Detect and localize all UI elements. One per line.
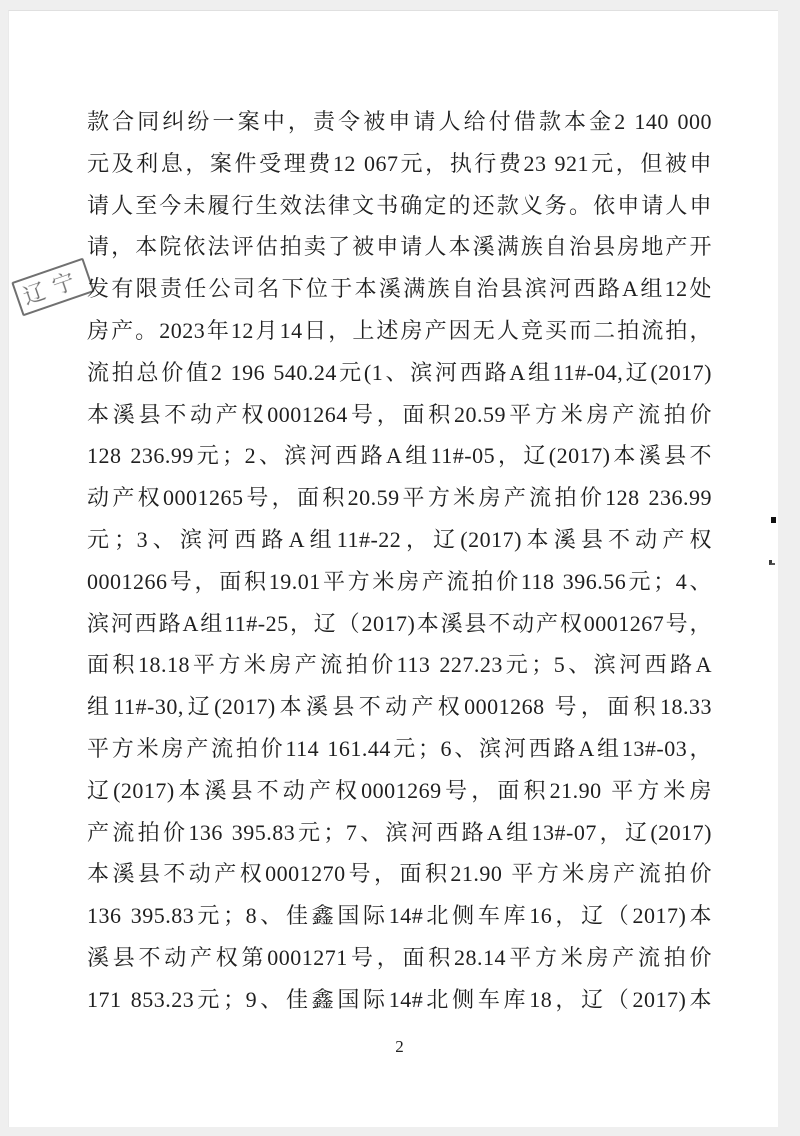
document-text-line: 请，本院依法评估拍卖了被申请人本溪满族自治县房地产开 [87,234,712,260]
document-body-text [87,101,712,1021]
document-text-line: 流拍总价值2 196 540.24元(1、滨河西路A组11#-04,辽(2017) [87,359,712,385]
document-text-line: 元及利息，案件受理费12 067元，执行费23 921元，但被申 [87,150,712,176]
scan-artifact-dot [771,517,776,523]
document-text-line: 发有限责任公司名下位于本溪满族自治县滨河西路A组12处 [87,276,712,302]
document-sheet [8,10,778,1127]
document-text-line: 组11#-30,辽(2017)本溪县不动产权0001268 号，面积18.33 [87,694,712,720]
page-number: 2 [395,1037,404,1056]
document-text-line: 请人至今未履行生效法律文书确定的还款义务。依申请人申 [87,192,712,218]
document-text-line: 溪县不动产权第0001271号，面积28.14平方米房产流拍价 [87,944,712,970]
document-text-line: 款合同纠纷一案中，责令被申请人给付借款本金2 140 000 [87,109,712,134]
document-text-line: 产流拍价136 395.83元；7、滨河西路A组13#-07，辽(2017) [87,819,712,845]
document-text-line: 滨河西路A组11#-25，辽（2017)本溪县不动产权0001267号， [87,610,712,636]
document-text-line: 面积18.18平方米房产流拍价113 227.23元；5、滨河西路A [87,652,712,678]
document-text-line: 171 853.23元；9、佳鑫国际14#北侧车库18，辽（2017)本 [87,986,712,1012]
document-text-line: 房产。2023年12月14日，上述房产因无人竞买而二拍流拍， [87,317,712,343]
document-text-line: 辽(2017)本溪县不动产权0001269号，面积21.90 平方米房 [87,777,712,803]
document-text-line: 0001266号，面积19.01平方米房产流拍价118 396.56元；4、 [87,568,712,594]
document-text-line: 动产权0001265号，面积20.59平方米房产流拍价128 236.99 [87,485,712,511]
document-text-line: 136 395.83元；8、佳鑫国际14#北侧车库16，辽（2017)本 [87,903,712,929]
document-text-line: 本溪县不动产权0001270号，面积21.90 平方米房产流拍价 [87,861,712,887]
document-text-line: 本溪县不动产权0001264号，面积20.59平方米房产流拍价 [87,401,712,427]
document-text-line: 128 236.99元；2、滨河西路A组11#-05，辽(2017)本溪县不 [87,443,712,469]
document-text-line: 平方米房产流拍价114 161.44元；6、滨河西路A组13#-03， [87,735,712,761]
scan-artifact-mark [769,560,775,565]
liaoning-province-stamp: 辽宁 [11,258,95,317]
document-text-line: 元；3、滨河西路A组11#-22，辽(2017)本溪县不动产权 [87,526,712,552]
